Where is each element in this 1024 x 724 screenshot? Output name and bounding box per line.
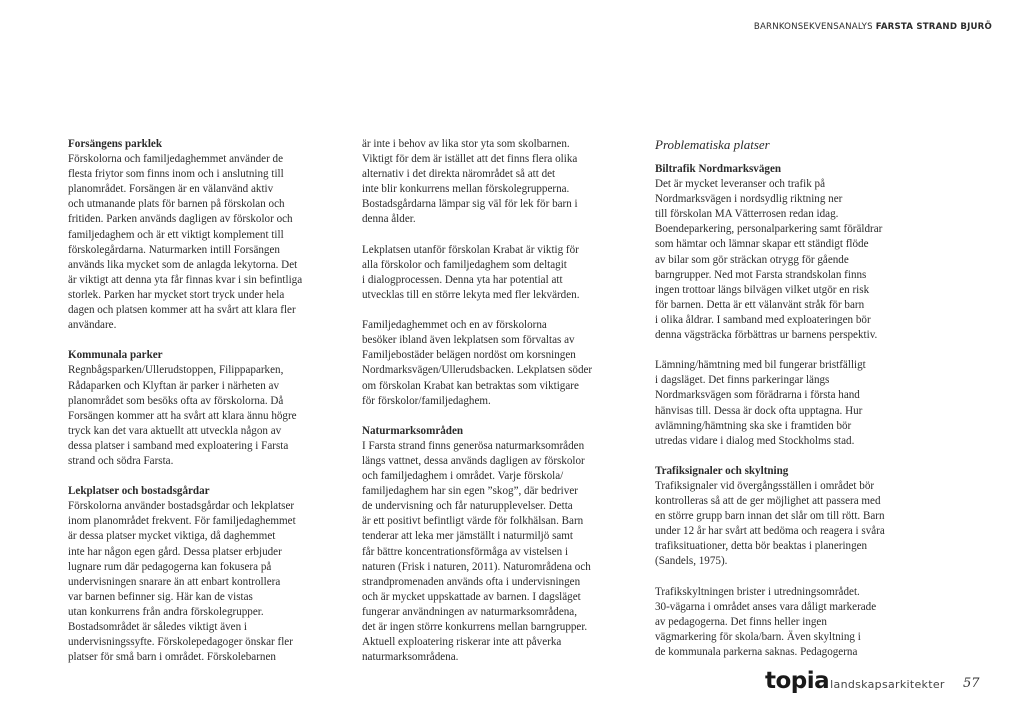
text-line: kontrolleras så att de ger möjlighet att passera med (655, 495, 881, 508)
paragraph-gap (362, 228, 624, 243)
text-line: är ett positivt befintligt värde för folkhälsan. Barn (362, 515, 584, 528)
column-title: Problematiska platser (655, 137, 770, 152)
text-line: inte blir konkurrens mellan förskolegrupperna. (362, 183, 570, 196)
text-line: Rådaparken och Klyftan är parker i närheten av (68, 379, 279, 392)
text-line: undervisningssyfte. Förskolepedagoger önskar fler (68, 636, 293, 649)
text-line: utredas vidare i dialog med Stockholms stad. (655, 434, 855, 447)
section-heading: Naturmarksområden (362, 424, 464, 437)
text-line: alla förskolor och familjedaghem som deltagit (362, 258, 567, 271)
text-line: Bostadsgårdarna lämpar sig väl för lek för barn i (362, 198, 578, 211)
text-line: denna vägsträcka förbättras ur barnens perspektiv. (655, 329, 878, 342)
text-line: dagen och platsen kommer att ha svårt att klara fler (68, 304, 296, 317)
text-line: naturmarksområdena. (362, 651, 459, 664)
text-line: Boendeparkering, personalparkering samt föräldrar (655, 223, 883, 236)
text-line: Aktuell exploatering riskerar inte att påverka (362, 636, 562, 649)
logo-subtitle: landskapsarkitekter (830, 678, 945, 691)
text-line: utan konkurrens från andra förskolegrupper. (68, 605, 264, 618)
text-line: är inte i behov av lika stor yta som skolbarnen. (362, 138, 570, 150)
text-line: naturen (Frisk i naturen, 2011). Naturområdena och (362, 560, 591, 573)
text-line: Lämning/hämtning med bil fungerar bristfälligt (655, 359, 866, 372)
text-line: i olika åldrar. I samband med exploateringen bör (655, 313, 871, 326)
text-line: Det är mycket leveranser och trafik på (655, 178, 826, 191)
text-line: inte har någon egen gård. Dessa platser erbjuder (68, 545, 282, 558)
topia-logo (765, 668, 945, 694)
text-line: inom planområdet frekvent. För familjedaghemmet (68, 515, 296, 528)
text-line: hänvisas till. Dessa är dock ofta upptagna. Hur (655, 404, 863, 417)
text-line: Förskolorna och familjedaghemmet använder de (68, 153, 284, 166)
paragraph-gap (68, 469, 330, 484)
text-line: 30-vägarna i området anses vara dåligt markerade (655, 600, 877, 613)
text-line: planområdet. Forsängen är en välanvänd aktiv (68, 183, 274, 196)
text-line: fritiden. Parken används dagligen av förskolor och (68, 213, 293, 226)
paragraph-gap (68, 333, 330, 348)
text-line: Lekplatsen utanför förskolan Krabat är viktig för (362, 243, 579, 256)
text-line: familjedaghem och är ett viktigt komplement till (68, 228, 284, 241)
text-line: vägmarkering för skola/barn. Även skyltning i (655, 630, 861, 643)
text-line: de undervisning och får naturupplevelser. Detta (362, 500, 573, 513)
text-line: av bilar som gör sträckan otrygg för gående (655, 253, 849, 266)
text-line: familjedaghem har sin egen ”skog”, där bedriver (362, 485, 578, 498)
paragraph-gap (655, 343, 917, 358)
text-line: förskolegårdarna. Naturmarken intill Forsängen (68, 243, 280, 256)
text-line: planområdet som besöks ofta av förskolorna. Då (68, 394, 284, 407)
text-line: Nordmarksvägen/Ullerudsbacken. Lekplatsen söder (362, 364, 593, 377)
text-line: utvecklas till en större lekyta med fler lekvärden. (362, 288, 580, 301)
section-heading: Forsängens parklek (68, 138, 162, 150)
paragraph-gap (655, 570, 917, 585)
header-prefix: BARNKONSEKVENSANALYS (753, 22, 873, 32)
text-line: alternativ i det direkta närområdet så att det (362, 168, 556, 181)
paragraph-gap (362, 409, 624, 424)
text-line: Familjebostäder belägen nordöst om korsningen (362, 349, 576, 362)
text-line: barngrupper. Ned mot Farsta strandskolan finns (655, 268, 867, 281)
page-number: 57 (963, 676, 980, 691)
text-line: i dialogprocessen. Denna yta har potential att (362, 273, 563, 286)
text-line: är viktigt att denna yta får finnas kvar i sin befintliga (68, 273, 303, 286)
logo-word: topia (765, 668, 830, 694)
text-line: Trafiksignaler vid övergångsställen i området bör (655, 479, 875, 492)
text-line: får bättre koncentrationsförmåga av vistelsen i (362, 545, 569, 558)
text-line: denna ålder. (362, 213, 416, 226)
paragraph-gap (362, 303, 624, 318)
text-line: som hämtar och lämnar skapar ett ständigt flöde (655, 238, 869, 251)
section-heading: Trafiksignaler och skyltning (655, 464, 789, 477)
text-line: avlämning/hämtning ska ske i framtiden bör (655, 419, 852, 432)
text-line: Bostadsområdet är således viktigt även i (68, 621, 247, 633)
text-line: under 12 år har svårt att bedöma och reagera i svåra (655, 525, 885, 538)
text-line: ingen trottoar längs bilvägen vilket utgör en risk (655, 283, 870, 296)
text-line: Nordmarksvägen som förädrarna i första hand (655, 389, 860, 402)
text-line: Trafikskyltningen brister i utredningsområdet. (655, 585, 860, 598)
text-line: till förskolan MA Vätterrosen redan idag. (655, 208, 839, 221)
text-line: var barnen befinner sig. Här kan de vistas (68, 590, 253, 603)
section-heading: Kommunala parker (68, 349, 163, 362)
text-line: tenderar att leka mer jämställt i naturmiljö samt (362, 530, 574, 543)
text-line: dessa platser i samband med exploatering i Farsta (68, 439, 289, 452)
running-header (754, 22, 992, 32)
text-line: användare. (68, 319, 117, 332)
text-line: längs vattnet, dessa används dagligen av förskolor (362, 454, 585, 467)
text-column-2 (362, 137, 624, 665)
text-line: trafiksituationer, detta bör beaktas i planeringen (655, 540, 868, 553)
text-column-1 (68, 137, 330, 665)
text-line: undervisningen snarare än att enbart kontrollera (68, 575, 281, 588)
text-line: och familjedaghem i området. Varje förskola/ (362, 470, 564, 483)
text-line: flesta friytor som finns inom och i anslutning till (68, 168, 284, 181)
text-column-3 (655, 137, 917, 660)
text-line: är dessa platser mycket viktiga, då daghemmet (68, 530, 276, 543)
text-line: Förskolorna använder bostadsgårdar och lekplatser (68, 500, 295, 513)
text-line: om förskolan Krabat kan betraktas som viktigare (362, 379, 579, 392)
text-line: av pedagogerna. Det finns heller ingen (655, 615, 827, 628)
text-line: för barnen. Detta är ett välanvänt stråk för barn (655, 298, 865, 311)
text-line: Forsängen kommer att ha svårt att klara ännu högre (68, 409, 297, 422)
text-line: (Sandels, 1975). (655, 555, 728, 568)
header-title: FARSTA STRAND BJURÖ (875, 22, 992, 32)
text-line: Familjedaghemmet och en av förskolorna (362, 319, 547, 332)
section-heading: Biltrafik Nordmarksvägen (655, 163, 782, 175)
text-line: det är ingen större konkurrens mellan barngrupper. (362, 621, 588, 633)
text-line: Nordmarksvägen i nordsydlig riktning ner (655, 193, 843, 206)
text-line: strand och södra Farsta. (68, 454, 174, 467)
text-line: besöker ibland även lekplatsen som förvaltas av (362, 334, 575, 347)
text-line: fungerar användningen av naturmarksområdena, (362, 605, 578, 618)
text-line: I Farsta strand finns generösa naturmarksområden (362, 439, 585, 452)
text-line: strandpromenaden används ofta i undervisningen (362, 575, 581, 588)
paragraph-gap (655, 449, 917, 464)
text-line: en större grupp barn innan det slår om till rött. Barn (655, 510, 885, 523)
text-line: lugnare rum där pedagogerna kan fokusera på (68, 560, 272, 573)
text-line: de kommunala parkerna saknas. Pedagogerna (655, 646, 858, 658)
text-line: storlek. Parken har mycket stort tryck under hela (68, 288, 285, 301)
text-line: används lika mycket som de anlagda lekytorna. Det (68, 258, 298, 271)
text-line: i dagsläget. Det finns parkeringar längs (655, 374, 830, 387)
text-line: platser för små barn i området. Förskolebarnen (68, 651, 276, 664)
text-line: Viktigt för dem är istället att det finns flera olika (362, 153, 578, 166)
text-line: Regnbågsparken/Ullerudstoppen, Filippaparken, (68, 364, 284, 377)
text-line: och är mycket uppskattade av barnen. I dagsläget (362, 590, 581, 603)
text-line: och utmanande plats för barnen på förskolan och (68, 198, 285, 211)
section-heading: Lekplatser och bostadsgårdar (68, 485, 210, 498)
text-line: tryck kan det vara aktuellt att utveckla någon av (68, 424, 282, 437)
text-line: för förskolor/familjedaghem. (362, 394, 491, 407)
